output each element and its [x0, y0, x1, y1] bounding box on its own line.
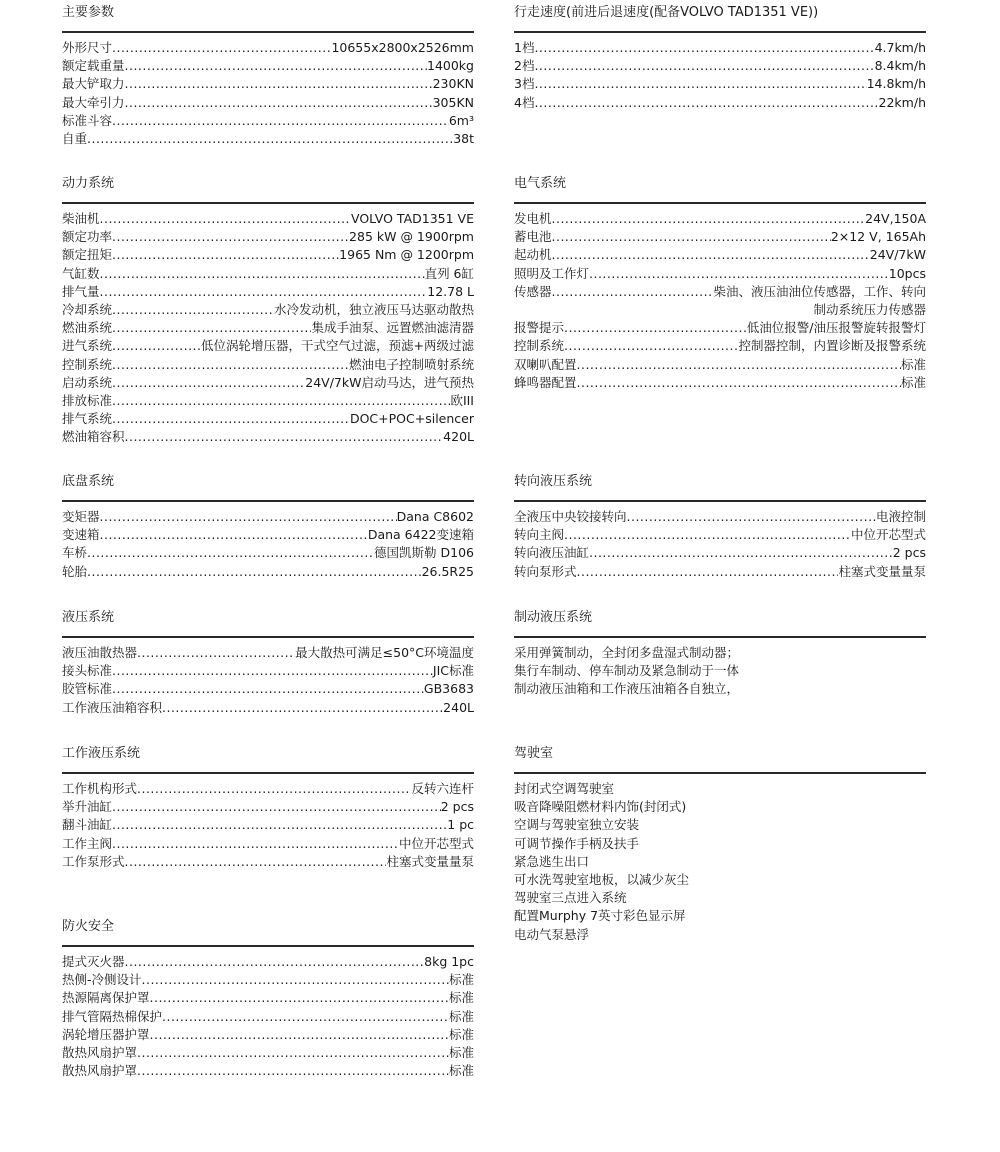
- dot-leader: [112, 680, 424, 698]
- spec-label: 最大铲取力: [62, 76, 125, 92]
- spec-value: 制动系统压力传感器: [813, 301, 926, 317]
- dot-leader: [112, 39, 331, 57]
- dot-leader: [100, 265, 425, 283]
- spec-row: [62, 1044, 474, 1062]
- spec-row: [62, 301, 474, 319]
- spec-row: [62, 57, 474, 75]
- spec-label: 标准斗容: [62, 112, 113, 128]
- spec-value: 240L: [443, 699, 474, 715]
- spec-row: [62, 246, 474, 264]
- dot-leader: [552, 210, 866, 228]
- feature-line: 吸音降噪阻燃材料内饰(封闭式): [514, 799, 687, 815]
- dot-leader: [112, 319, 311, 337]
- dot-leader: [87, 563, 422, 581]
- spec-row: [62, 816, 474, 834]
- spec-value: 8kg 1pc: [424, 954, 474, 969]
- spec-row: [62, 374, 474, 392]
- spec-value: 控制器控制，内置诊断及报警系统: [738, 338, 926, 354]
- spec-label: 排气管隔热棉保护: [62, 1008, 163, 1024]
- spec-row: [62, 319, 474, 337]
- spec-row: [62, 210, 474, 228]
- section-divider: [62, 202, 474, 204]
- spec-value: 标准: [448, 1044, 474, 1060]
- spec-label: 2档: [514, 58, 535, 74]
- spec-label: 变矩器: [62, 509, 100, 524]
- spec-list: [62, 644, 474, 717]
- spec-value: 中位开芯型式: [850, 527, 926, 543]
- section-chassis-system: [62, 473, 474, 581]
- feature-line: 采用弹簧制动，全封闭多盘湿式制动器；: [514, 645, 740, 660]
- spec-value: Dana 6422变速箱: [367, 527, 474, 543]
- spec-list: [62, 780, 474, 871]
- spec-label: 报警提示: [514, 320, 565, 336]
- spec-value: 1 pc: [447, 817, 474, 833]
- section-fire-safety: [62, 918, 474, 1080]
- dot-leader: [112, 246, 339, 264]
- spec-label: 转向主阀: [514, 527, 565, 543]
- spec-label: 气缸数: [62, 265, 100, 281]
- dot-leader: [112, 356, 349, 374]
- spec-row: [62, 662, 474, 680]
- dot-leader: [100, 526, 368, 544]
- section-travel-speed: [514, 4, 926, 112]
- spec-row: [62, 39, 474, 57]
- section-brake-hydraulic: [514, 609, 926, 699]
- spec-value: 标准: [900, 356, 926, 372]
- feature-line: 制动液压油箱和工作液压油箱各自独立，: [514, 681, 740, 697]
- spec-label: 排气量: [62, 283, 100, 299]
- spec-list: [514, 508, 926, 581]
- spec-value: 电液控制: [875, 509, 926, 524]
- spec-value: 集成手油泵、远置燃油滤清器: [311, 320, 474, 336]
- spec-value: VOLVO TAD1351 VE: [351, 211, 474, 226]
- spec-row: [514, 228, 926, 246]
- spec-value: 标准: [448, 1008, 474, 1024]
- spec-row: [62, 130, 474, 148]
- spec-label: 接头标准: [62, 663, 113, 679]
- spec-row: [514, 526, 926, 544]
- spec-label: 散热风扇护罩: [62, 1063, 138, 1079]
- dot-leader: [150, 1026, 449, 1044]
- spec-label: 传感器: [514, 283, 552, 299]
- spec-value: 38t: [453, 130, 474, 146]
- spec-value: 直列 6缸: [424, 265, 474, 281]
- spec-row: [62, 337, 474, 355]
- spec-label: 控制系统: [62, 356, 113, 372]
- spec-row: [514, 283, 926, 301]
- spec-label: 工作机构形式: [62, 781, 138, 796]
- spec-row: [62, 853, 474, 871]
- spec-row: [62, 1062, 474, 1080]
- feature-line: 驾驶室三点进入系统: [514, 890, 627, 906]
- feature-line: 可调节操作手柄及扶手: [514, 835, 640, 851]
- spec-label: 控制系统: [514, 338, 565, 354]
- spec-label: 涡轮增压器护罩: [62, 1026, 150, 1042]
- spec-value: 标准: [900, 374, 926, 390]
- spec-label: 3档: [514, 76, 535, 92]
- dot-leader: [125, 953, 425, 971]
- spec-label: 进气系统: [62, 338, 113, 354]
- spec-row: [514, 265, 926, 283]
- spec-label: 启动系统: [62, 374, 113, 390]
- section-main-params: [62, 4, 474, 148]
- spec-value: 8.4km/h: [874, 58, 926, 74]
- spec-row: [514, 246, 926, 264]
- spec-value: 285 kW @ 1900rpm: [349, 229, 474, 245]
- spec-value: 24V,150A: [865, 211, 926, 226]
- spec-value: 标准: [448, 990, 474, 1006]
- spec-value: 24V/7kW: [869, 247, 926, 263]
- spec-label: 1档: [514, 40, 535, 55]
- spec-label: 额定载重量: [62, 58, 125, 74]
- spec-label: 转向泵形式: [514, 563, 577, 579]
- spec-list: [62, 39, 474, 148]
- dot-leader: [589, 544, 893, 562]
- spec-row: [62, 1026, 474, 1044]
- spec-list: [62, 210, 474, 446]
- spec-row: [514, 57, 926, 75]
- spec-row: [62, 680, 474, 698]
- spec-row-continuation: [514, 301, 926, 319]
- spec-value: 中位开芯型式: [398, 835, 474, 851]
- dot-leader: [100, 283, 428, 301]
- spec-label: 排气系统: [62, 411, 113, 427]
- dot-leader: [589, 265, 889, 283]
- dot-leader: [137, 1044, 449, 1062]
- dot-leader: [577, 374, 901, 392]
- spec-row: [514, 356, 926, 374]
- spec-label: 工作泵形式: [62, 853, 125, 869]
- spec-value: 标准: [448, 972, 474, 988]
- spec-label: 热源隔离保护罩: [62, 990, 150, 1006]
- dot-leader: [125, 94, 433, 112]
- spec-row: [514, 374, 926, 392]
- dot-leader: [162, 1008, 449, 1026]
- dot-leader: [534, 57, 874, 75]
- spec-value: 22km/h: [878, 94, 926, 110]
- spec-list: [62, 508, 474, 581]
- dot-leader: [150, 989, 449, 1007]
- dot-leader: [142, 971, 449, 989]
- dot-leader: [112, 337, 201, 355]
- feature-list: [514, 644, 926, 699]
- spec-label: 燃油箱容积: [62, 429, 125, 445]
- spec-row: [514, 563, 926, 581]
- section-work-hydraulic-system: [62, 745, 474, 871]
- dot-leader: [552, 283, 714, 301]
- spec-row: [62, 283, 474, 301]
- feature-line: 封闭式空调驾驶室: [514, 781, 615, 796]
- spec-value: 反转六连杆: [411, 781, 474, 796]
- spec-row: [62, 835, 474, 853]
- spec-value: 燃油电子控制喷射系统: [348, 356, 474, 372]
- spec-row: [62, 356, 474, 374]
- section-divider: [514, 772, 926, 774]
- spec-row: [514, 337, 926, 355]
- section-title: 转向液压系统: [514, 474, 593, 489]
- spec-label: 双喇叭配置: [514, 356, 577, 372]
- spec-value: 柱塞式变量量泵: [386, 853, 474, 869]
- section-title: 电气系统: [514, 176, 567, 191]
- feature-line: 可水洗驾驶室地板，以减少灰尘: [514, 871, 690, 887]
- spec-label: 工作主阀: [62, 835, 113, 851]
- section-title: 底盘系统: [62, 474, 115, 489]
- spec-label: 发电机: [514, 211, 552, 226]
- spec-row: [62, 953, 474, 971]
- spec-label: 燃油系统: [62, 320, 113, 336]
- spec-row: [62, 508, 474, 526]
- spec-value: 低位涡轮增压器，干式空气过滤，预滤+两级过滤: [201, 338, 474, 354]
- dot-leader: [552, 246, 870, 264]
- spec-value: 德国凯斯勒 D106: [374, 545, 474, 561]
- spec-row: [62, 699, 474, 717]
- spec-label: 工作液压油箱容积: [62, 699, 163, 715]
- spec-value: 2 pcs: [440, 799, 474, 815]
- spec-value: 6m³: [448, 112, 474, 128]
- spec-label: 翻斗油缸: [62, 817, 113, 833]
- spec-label: 液压油散热器: [62, 645, 138, 660]
- section-divider: [62, 945, 474, 947]
- feature-line: 电动气泵悬浮: [514, 926, 590, 942]
- spec-value: 2×12 V, 165Ah: [830, 229, 926, 245]
- spec-label: 最大牵引力: [62, 94, 125, 110]
- section-divider: [514, 636, 926, 638]
- section-title: 防火安全: [62, 919, 115, 934]
- spec-value: 欧III: [450, 392, 474, 408]
- spec-row: [62, 392, 474, 410]
- dot-leader: [87, 130, 453, 148]
- spec-row: [62, 780, 474, 798]
- spec-row: [62, 94, 474, 112]
- spec-value: 305KN: [432, 94, 474, 110]
- section-title: 动力系统: [62, 176, 115, 191]
- spec-value: 柴油、液压油油位传感器，工作、转向: [713, 283, 926, 299]
- feature-line: 空调与驾驶室独立安装: [514, 817, 640, 833]
- dot-leader: [627, 508, 876, 526]
- spec-row: [62, 410, 474, 428]
- spec-value: 水冷发动机，独立液压马达驱动散热: [273, 301, 474, 317]
- spec-row: [514, 75, 926, 93]
- section-power-system: [62, 175, 474, 446]
- spec-value: 4.7km/h: [874, 40, 926, 55]
- spec-label: 热侧-冷侧设计: [62, 972, 142, 988]
- dot-leader: [137, 780, 411, 798]
- spec-row: [62, 265, 474, 283]
- dot-leader: [125, 57, 427, 75]
- spec-row: [62, 75, 474, 93]
- spec-label: 车桥: [62, 545, 88, 561]
- section-hydraulic-system: [62, 609, 474, 717]
- spec-value: 1965 Nm @ 1200rpm: [339, 247, 474, 263]
- dot-leader: [112, 112, 449, 130]
- spec-value: GB3683: [423, 681, 474, 697]
- spec-value: 1400kg: [427, 58, 474, 74]
- spec-value: JIC标准: [432, 663, 474, 679]
- dot-leader: [100, 210, 352, 228]
- spec-value: 10655x2800x2526mm: [331, 40, 474, 55]
- dot-leader: [112, 301, 274, 319]
- feature-line: 集行车制动、停车制动及紧急制动于一体: [514, 663, 740, 679]
- spec-label: 胶管标准: [62, 681, 113, 697]
- spec-row: [62, 989, 474, 1007]
- spec-row: [62, 544, 474, 562]
- spec-row: [62, 1008, 474, 1026]
- dot-leader: [112, 410, 350, 428]
- spec-row: [62, 971, 474, 989]
- section-title: 主要参数: [62, 5, 115, 20]
- spec-label: 蓄电池: [514, 229, 552, 245]
- spec-label: 全液压中央铰接转向: [514, 509, 627, 524]
- dot-leader: [137, 1062, 449, 1080]
- dot-leader: [112, 816, 447, 834]
- dot-leader: [564, 337, 738, 355]
- spec-value: 14.8km/h: [866, 76, 926, 92]
- section-title: 工作液压系统: [62, 746, 141, 761]
- dot-leader: [534, 94, 878, 112]
- spec-row: [62, 526, 474, 544]
- section-divider: [62, 636, 474, 638]
- dot-leader: [112, 392, 450, 410]
- dot-leader: [534, 39, 874, 57]
- section-divider: [514, 202, 926, 204]
- spec-value: 柱塞式变量量泵: [838, 563, 926, 579]
- spec-row: [514, 508, 926, 526]
- spec-value: 2 pcs: [892, 545, 926, 561]
- spec-label: 排放标准: [62, 392, 113, 408]
- dot-leader: [87, 544, 374, 562]
- section-divider: [62, 500, 474, 502]
- spec-value: 12.78 L: [427, 283, 474, 299]
- spec-row: [514, 210, 926, 228]
- spec-label: 照明及工作灯: [514, 265, 590, 281]
- spec-label: 外形尺寸: [62, 40, 113, 55]
- feature-list: [514, 780, 926, 944]
- dot-leader: [125, 428, 444, 446]
- section-divider: [62, 31, 474, 33]
- spec-row: [514, 319, 926, 337]
- section-title: 行走速度(前进后退速度(配备VOLVO TAD1351 VE)): [514, 5, 819, 20]
- spec-value: 最大散热可满足≤50°C环境温度: [295, 645, 474, 660]
- dot-leader: [137, 644, 295, 662]
- section-divider: [514, 31, 926, 33]
- spec-row: [514, 544, 926, 562]
- dot-leader: [162, 699, 443, 717]
- spec-value: 420L: [443, 429, 474, 445]
- spec-row: [62, 112, 474, 130]
- section-divider: [62, 772, 474, 774]
- spec-label: 起动机: [514, 247, 552, 263]
- spec-row: [62, 228, 474, 246]
- spec-value: 230KN: [432, 76, 474, 92]
- section-electrical-system: [514, 175, 926, 392]
- dot-leader: [112, 662, 433, 680]
- dot-leader: [564, 319, 747, 337]
- dot-leader: [100, 508, 397, 526]
- dot-leader: [112, 374, 305, 392]
- spec-row: [62, 798, 474, 816]
- spec-row: [62, 644, 474, 662]
- feature-line: 配置Murphy 7英寸彩色显示屏: [514, 908, 686, 924]
- spec-list: [514, 39, 926, 112]
- spec-label: 蜂鸣器配置: [514, 374, 577, 390]
- spec-label: 额定扭矩: [62, 247, 113, 263]
- section-cab: [514, 745, 926, 944]
- section-divider: [514, 500, 926, 502]
- section-title: 制动液压系统: [514, 610, 593, 625]
- dot-leader: [125, 75, 433, 93]
- spec-list: [62, 953, 474, 1080]
- feature-line: 紧急逃生出口: [514, 853, 590, 869]
- spec-value: 26.5R25: [421, 563, 474, 579]
- section-title: 驾驶室: [514, 746, 554, 761]
- dot-leader: [112, 835, 399, 853]
- dot-leader: [534, 75, 866, 93]
- spec-value: 10pcs: [888, 265, 926, 281]
- spec-label: 冷却系统: [62, 301, 113, 317]
- dot-leader: [577, 356, 901, 374]
- spec-row: [62, 563, 474, 581]
- dot-leader: [552, 228, 831, 246]
- spec-value: 标准: [448, 1063, 474, 1079]
- spec-value: 24V/7kW启动马达，进气预热: [305, 374, 474, 390]
- section-steering-hydraulic: [514, 473, 926, 581]
- dot-leader: [112, 228, 349, 246]
- spec-row: [62, 428, 474, 446]
- spec-label: 散热风扇护罩: [62, 1044, 138, 1060]
- spec-label: 转向液压油缸: [514, 545, 590, 561]
- spec-label: 变速箱: [62, 527, 100, 543]
- spec-label: 提式灭火器: [62, 954, 125, 969]
- spec-row: [514, 39, 926, 57]
- section-title: 液压系统: [62, 610, 115, 625]
- spec-value: 标准: [448, 1026, 474, 1042]
- spec-row: [514, 94, 926, 112]
- spec-label: 额定功率: [62, 229, 113, 245]
- dot-leader: [125, 853, 387, 871]
- spec-value: 低油位报警/油压报警旋转报警灯: [746, 320, 926, 336]
- spec-list: [514, 210, 926, 392]
- spec-label: 柴油机: [62, 211, 100, 226]
- spec-label: 举升油缸: [62, 799, 113, 815]
- spec-label: 4档: [514, 94, 535, 110]
- dot-leader: [577, 563, 839, 581]
- spec-label: 轮胎: [62, 563, 88, 579]
- spec-label: 自重: [62, 130, 88, 146]
- spec-value: Dana C8602: [396, 509, 474, 524]
- dot-leader: [112, 798, 441, 816]
- spec-value: DOC+POC+silencer: [349, 411, 474, 427]
- dot-leader: [564, 526, 851, 544]
